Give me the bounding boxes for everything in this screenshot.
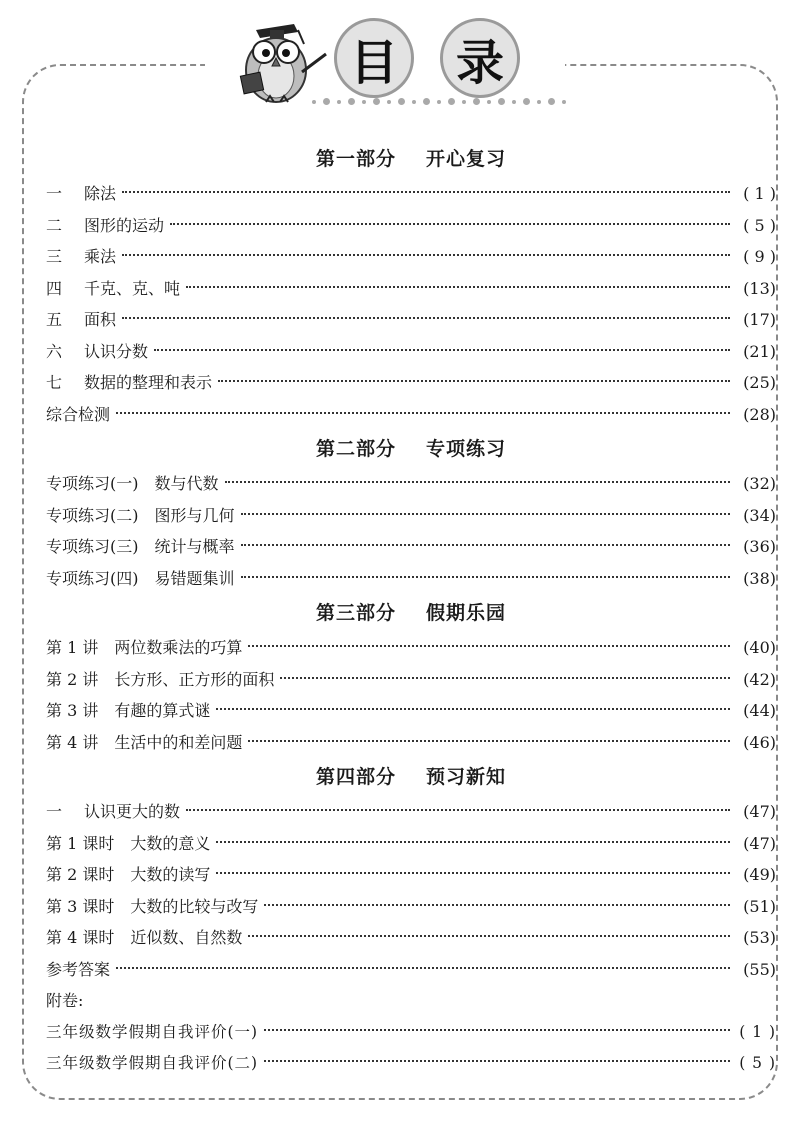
entry-number: 专项练习(三) xyxy=(46,537,139,556)
entry-page-number: (28) xyxy=(743,404,776,424)
entry-number: 第 4 讲 xyxy=(46,732,99,752)
entry-title: 图形与几何 xyxy=(154,505,235,525)
section-part: 第四部分 xyxy=(315,766,396,788)
dot-leader xyxy=(170,223,730,225)
dot-leader xyxy=(264,1060,730,1062)
toc-entry[interactable] xyxy=(46,632,776,664)
dot-leader xyxy=(248,645,730,647)
entry-title: 生活中的和差问题 xyxy=(114,732,243,752)
entry-page-number: (47) xyxy=(743,833,776,853)
entry-title: 大数的比较与改写 xyxy=(130,896,259,916)
toc-entry[interactable] xyxy=(46,210,776,242)
dot-leader xyxy=(216,872,730,874)
toc-entry[interactable] xyxy=(46,241,776,273)
entry-number: 一 xyxy=(46,802,63,821)
entry-title: 长方形、正方形的面积 xyxy=(114,669,275,689)
entry-number: 专项练习(一) xyxy=(46,474,139,493)
entry-page-number: (34) xyxy=(743,505,776,525)
entry-page-number: (38) xyxy=(743,568,776,588)
toc-entry[interactable] xyxy=(46,531,776,563)
dot-leader xyxy=(218,380,730,382)
toc-entry[interactable] xyxy=(46,859,776,891)
entry-number: 第 3 课时 xyxy=(46,896,115,916)
entry-number: 第 3 讲 xyxy=(46,701,99,720)
entry-page-number: (46) xyxy=(743,732,776,752)
entry-title: 三年级数学假期自我评价(一) xyxy=(46,1022,259,1041)
entry-page-number: (40) xyxy=(743,638,776,657)
section-title: 开心复习 xyxy=(426,148,507,170)
entry-page-number: (32) xyxy=(743,474,776,493)
toc-entry[interactable] xyxy=(46,468,776,500)
entry-number: 一 xyxy=(46,184,63,203)
entry-page-number: (36) xyxy=(743,537,776,556)
entry-page-number: (51) xyxy=(743,896,776,916)
table-of-contents xyxy=(46,140,776,1080)
entry-title: 两位数乘法的巧算 xyxy=(114,638,243,657)
entry-page-number: (53) xyxy=(743,928,776,947)
dot-leader xyxy=(186,809,730,811)
entry-page-number: (25) xyxy=(743,373,776,392)
entry-page-number: (13) xyxy=(743,278,776,298)
toc-entry[interactable] xyxy=(46,336,776,368)
dot-leader xyxy=(116,412,730,414)
toc-entry[interactable] xyxy=(46,891,776,923)
entry-number: 第 1 讲 xyxy=(46,638,99,657)
entry-title: 除法 xyxy=(84,184,117,203)
entry-title: 大数的意义 xyxy=(130,833,211,853)
dot-leader xyxy=(248,740,730,742)
toc-entry[interactable] xyxy=(46,695,776,727)
appendix-heading: 附卷: xyxy=(46,991,84,1010)
dot-leader xyxy=(154,349,730,351)
dot-leader xyxy=(216,708,730,710)
section-part: 第三部分 xyxy=(315,602,396,624)
dot-leader xyxy=(241,544,730,546)
entry-title: 认识更大的数 xyxy=(84,802,181,821)
entry-page-number: ( 5 ) xyxy=(739,1054,776,1072)
toc-entry[interactable] xyxy=(46,664,776,696)
entry-number: 第 2 讲 xyxy=(46,669,99,689)
toc-entry[interactable] xyxy=(46,367,776,399)
entry-page-number: (47) xyxy=(743,802,776,821)
entry-number: 七 xyxy=(46,373,63,392)
entry-number: 二 xyxy=(46,215,63,235)
section-title: 预习新知 xyxy=(426,766,507,788)
title-char-2: 录 xyxy=(440,18,520,98)
entry-page-number: ( 9 ) xyxy=(743,247,776,266)
section-heading xyxy=(46,594,776,632)
entry-title: 有趣的算式谜 xyxy=(114,701,211,720)
dot-leader xyxy=(122,191,730,193)
toc-entry[interactable] xyxy=(46,304,776,336)
entry-page-number: (49) xyxy=(743,865,776,884)
entry-page-number: ( 5 ) xyxy=(743,215,776,235)
entry-title: 参考答案 xyxy=(46,959,111,979)
dot-leader xyxy=(241,513,730,515)
section-title: 专项练习 xyxy=(426,438,507,460)
entry-title: 数与代数 xyxy=(154,474,219,493)
toc-entry[interactable] xyxy=(46,500,776,532)
dot-leader xyxy=(116,967,730,969)
dot-leader xyxy=(248,935,730,937)
entry-page-number: (44) xyxy=(743,701,776,720)
section-title: 假期乐园 xyxy=(426,602,507,624)
dot-leader xyxy=(216,841,730,843)
section-heading xyxy=(46,140,776,178)
entry-page-number: ( 1 ) xyxy=(743,184,776,203)
toc-entry[interactable] xyxy=(46,727,776,759)
entry-title: 乘法 xyxy=(84,247,117,266)
toc-entry[interactable] xyxy=(46,954,776,986)
entry-title: 图形的运动 xyxy=(84,215,165,235)
section-heading xyxy=(46,758,776,796)
entry-number: 专项练习(二) xyxy=(46,505,139,525)
entry-page-number: (21) xyxy=(743,341,776,361)
section-part: 第一部分 xyxy=(315,148,396,170)
entry-number: 六 xyxy=(46,341,63,361)
toc-entry[interactable] xyxy=(46,796,776,828)
entry-title: 面积 xyxy=(84,310,117,329)
entry-title: 认识分数 xyxy=(84,341,149,361)
entry-page-number: (17) xyxy=(743,310,776,329)
dot-leader xyxy=(122,254,730,256)
entry-number: 第 4 课时 xyxy=(46,928,115,947)
dot-leader xyxy=(241,576,730,578)
dot-leader xyxy=(264,1029,730,1031)
entry-page-number: ( 1 ) xyxy=(739,1022,776,1041)
entry-title: 易错题集训 xyxy=(154,568,235,588)
title-char-1: 目 xyxy=(334,18,414,98)
owl-mascot-icon xyxy=(228,14,328,106)
dot-leader xyxy=(264,904,730,906)
toc-entry[interactable] xyxy=(46,563,776,595)
toc-entry[interactable] xyxy=(46,828,776,860)
dot-leader xyxy=(225,481,730,483)
entry-number: 三 xyxy=(46,247,63,266)
section-part: 第二部分 xyxy=(315,438,396,460)
entry-title: 统计与概率 xyxy=(154,537,235,556)
entry-title: 数据的整理和表示 xyxy=(84,373,213,392)
entry-number: 五 xyxy=(46,310,63,329)
entry-number: 专项练习(四) xyxy=(46,568,139,588)
entry-title: 综合检测 xyxy=(46,404,111,424)
appendix-entry[interactable] xyxy=(46,1048,776,1080)
entry-title: 大数的读写 xyxy=(130,865,211,884)
entry-title: 千克、克、吨 xyxy=(84,278,181,298)
entry-page-number: (55) xyxy=(743,959,776,979)
entry-number: 四 xyxy=(46,278,63,298)
toc-entry[interactable] xyxy=(46,178,776,210)
toc-entry[interactable] xyxy=(46,273,776,305)
section-heading xyxy=(46,430,776,468)
dot-leader xyxy=(122,317,730,319)
dot-leader xyxy=(186,286,730,288)
title-dots-decoration xyxy=(312,98,566,105)
entry-title: 三年级数学假期自我评价(二) xyxy=(46,1054,259,1072)
toc-entry[interactable] xyxy=(46,922,776,954)
toc-entry[interactable] xyxy=(46,399,776,431)
entry-number: 第 2 课时 xyxy=(46,865,115,884)
entry-number: 第 1 课时 xyxy=(46,833,115,853)
entry-title: 近似数、自然数 xyxy=(130,928,243,947)
dot-leader xyxy=(280,677,730,679)
appendix-entry[interactable] xyxy=(46,1017,776,1049)
entry-page-number: (42) xyxy=(743,669,776,689)
